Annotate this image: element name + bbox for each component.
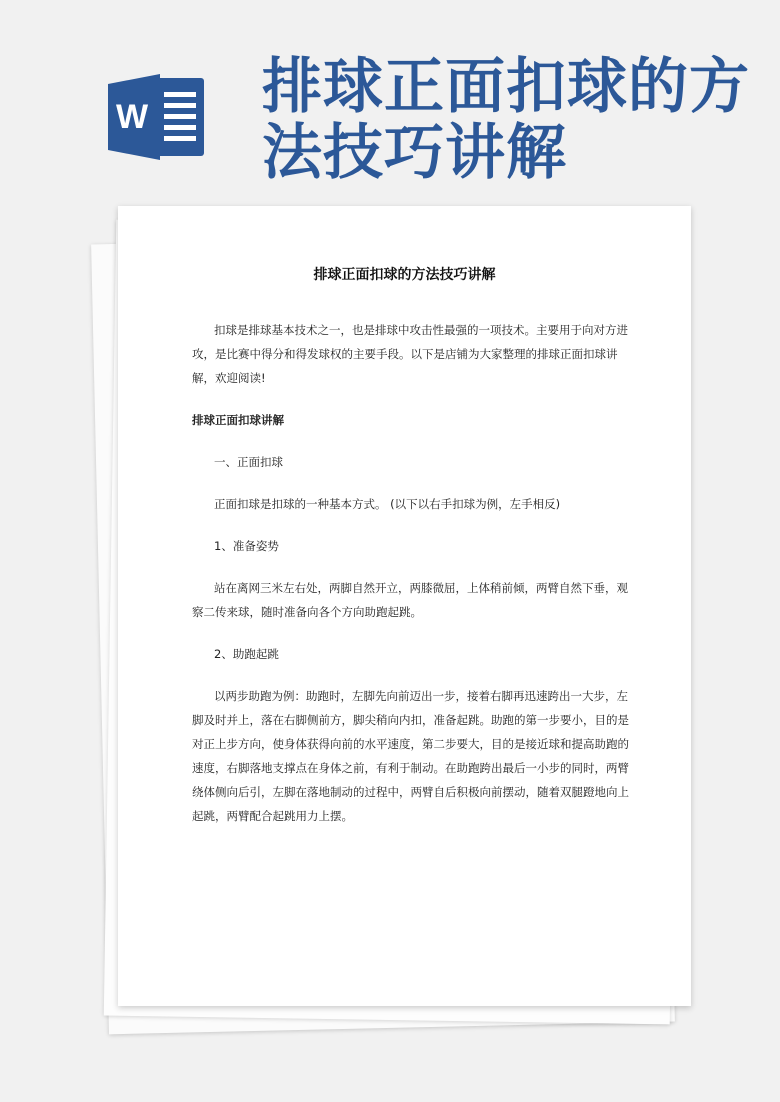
document-page: [118, 206, 691, 1006]
intro-paragraph: 扣球是排球基本技术之一，也是排球中攻击性最强的一项技术。主要用于向对方进攻，是比赛中得分和得发球权的主要手段。以下是店铺为大家整理的排球正面扣球讲解，欢迎阅读!: [192, 323, 628, 385]
subheading-front-spike: 一、正面扣球: [214, 455, 283, 469]
header: [0, 0, 780, 200]
document-content: [192, 318, 630, 828]
header-title-line-2: 法技巧讲解: [262, 118, 567, 188]
section-heading: 排球正面扣球讲解: [192, 413, 284, 427]
word-document-icon: [108, 72, 208, 162]
word-icon-letter: W: [115, 98, 149, 136]
subheading-ready-posture: 1、准备姿势: [214, 539, 279, 553]
document-title: 排球正面扣球的方法技巧讲解: [313, 267, 496, 283]
subheading-approach-jump: 2、助跑起跳: [214, 647, 279, 661]
front-spike-paragraph: 正面扣球是扣球的一种基本方式。 (以下以右手扣球为例，左手相反): [214, 497, 561, 511]
header-title: [262, 54, 772, 186]
approach-jump-paragraph: 以两步助跑为例：助跑时，左脚先向前迈出一步，接着右脚再迅速跨出一大步，左脚及时并上，落在右脚侧前方，脚尖稍向内扣，准备起跳。助跑的第一步要小，目的是对正上步方向，使身体获得向前的水平速度，第二步要大，目的是接近球和提高助跑的速度，右脚落地支撑点在身体之前，有利于制动。在助跑跨出最后一小步的同时，两臂绕体侧向后引，左脚在落地制动的过程中，两臂自后积极向前摆动，随着双腿蹬地向上起跳，两臂配合起跳用力上摆。: [192, 689, 629, 823]
header-title-line-1: 排球正面扣球的方: [262, 52, 750, 122]
ready-posture-paragraph: 站在离网三米左右处，两脚自然开立，两膝微屈，上体稍前倾，两臂自然下垂，观察二传来球，随时准备向各个方向助跑起跳。: [192, 581, 628, 619]
